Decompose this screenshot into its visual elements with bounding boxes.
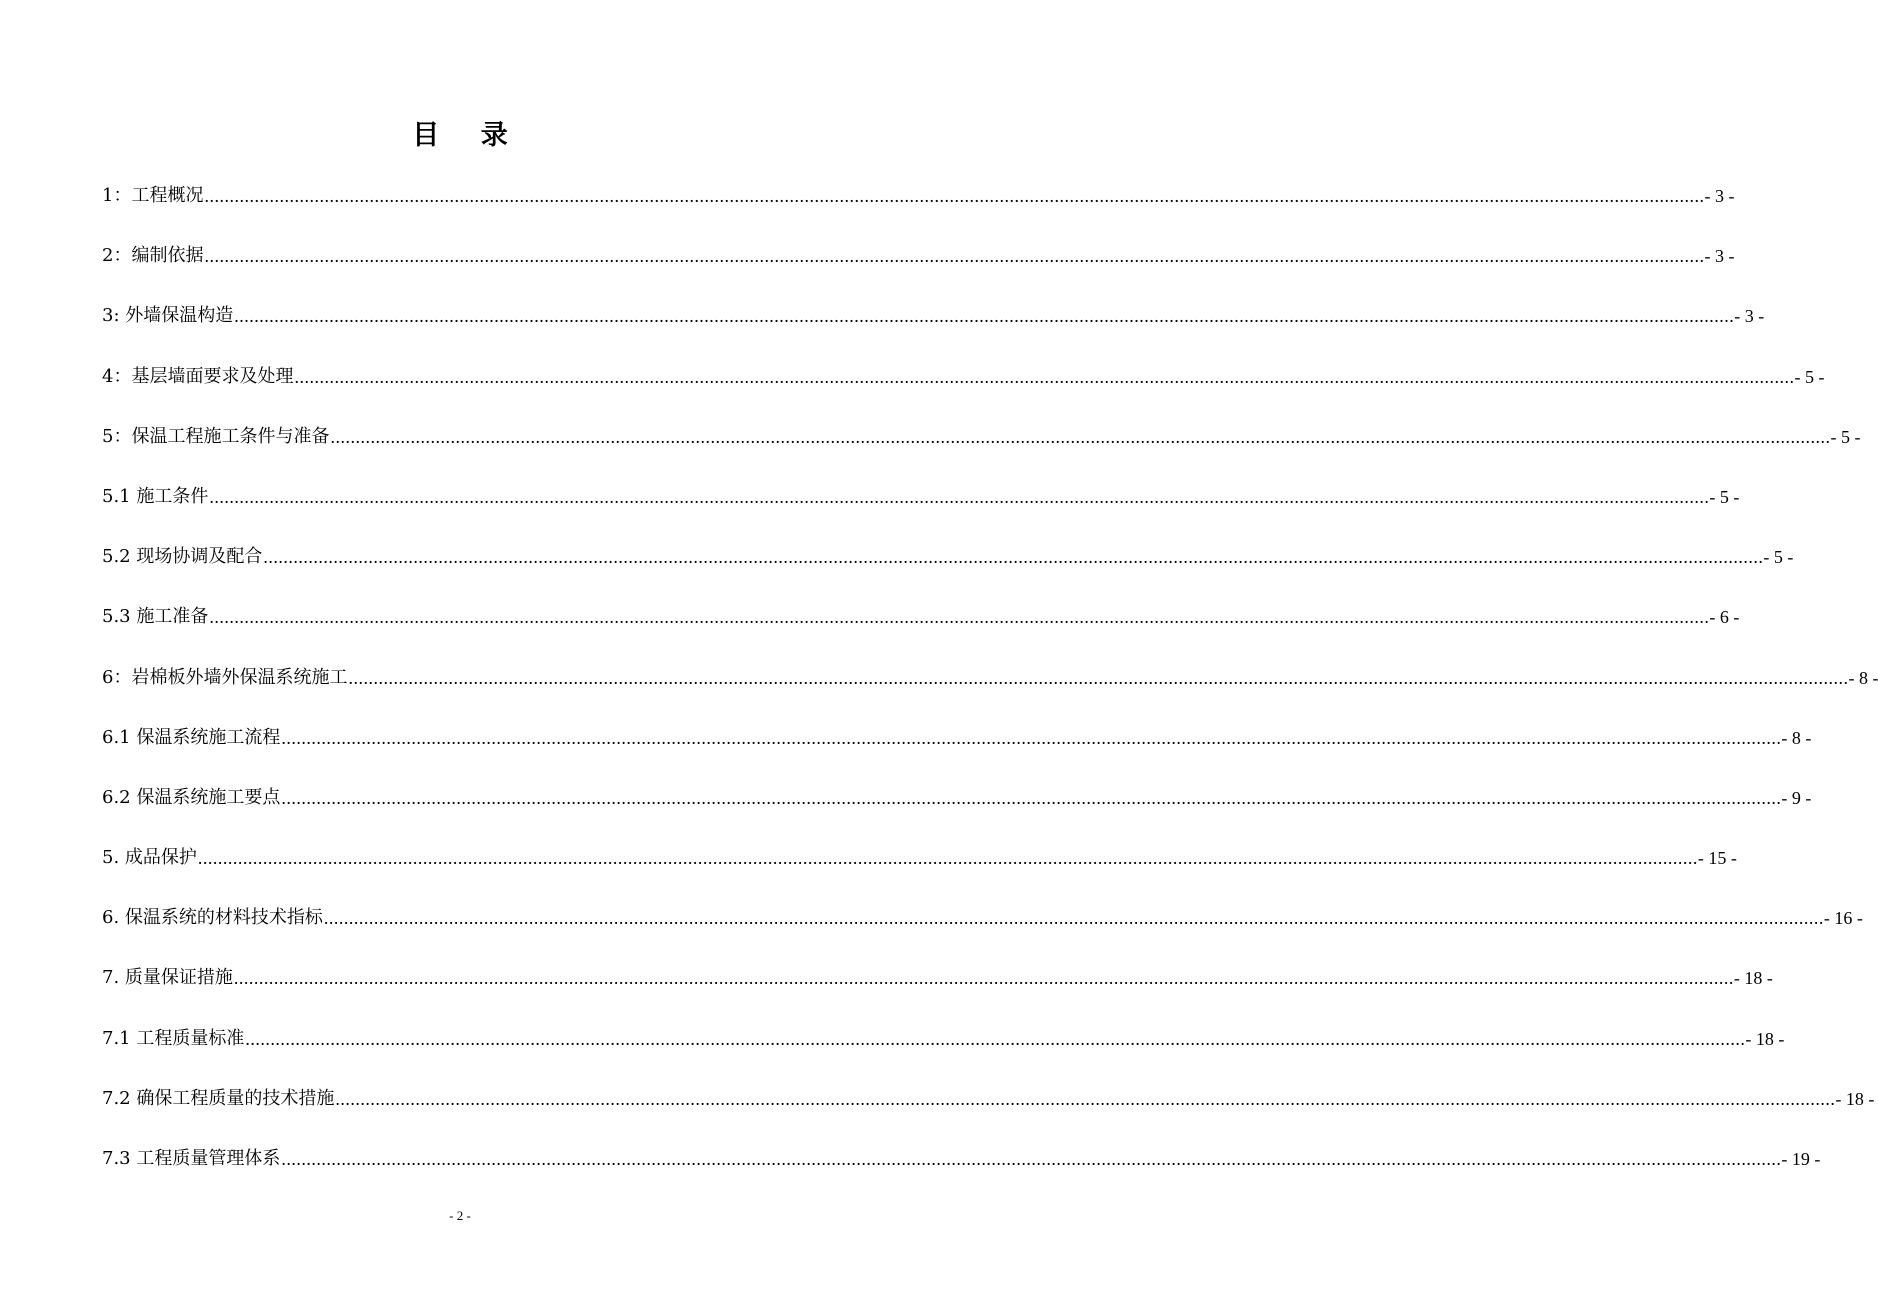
toc-entry[interactable] — [102, 304, 1765, 364]
toc-entry[interactable] — [102, 1027, 1785, 1087]
toc-entry[interactable] — [102, 966, 1773, 1026]
toc-entry[interactable] — [102, 545, 1794, 605]
toc-entry[interactable] — [102, 846, 1737, 906]
dot-leader: ............................................................................................................................................................................................................................................................................................................ — [204, 186, 1705, 206]
toc-entry-page: - 18 - — [1733, 968, 1773, 989]
toc-entry-label: 7. 质量保证措施 — [102, 967, 233, 989]
toc-entry[interactable] — [102, 786, 1812, 846]
toc-entry-label: 5.3 施工准备 — [102, 606, 209, 628]
dot-leader: ............................................................................................................................................................................................................................................................................................................ — [263, 547, 1764, 568]
toc-entry[interactable] — [102, 906, 1863, 966]
toc-entry-page: - 5 - — [1709, 486, 1740, 507]
toc-entry-page: - 3 - — [1704, 246, 1735, 267]
toc-entry[interactable] — [102, 605, 1740, 665]
toc-entry[interactable] — [102, 485, 1740, 545]
toc-entry-page: - 16 - — [1823, 908, 1863, 929]
toc-entry-label: 5. 成品保护 — [102, 847, 197, 869]
toc-entry-label: 7.3 工程质量管理体系 — [102, 1148, 281, 1169]
toc-entry-label: 7.2 确保工程质量的技术措施 — [102, 1087, 335, 1109]
toc-entry[interactable] — [102, 726, 1812, 786]
toc-entry-page: - 15 - — [1697, 848, 1737, 869]
toc-entry[interactable] — [102, 666, 1878, 726]
dot-leader: ............................................................................................................................................................................................................................................................................................................ — [245, 1028, 1746, 1049]
toc-entry-page: - 9 - — [1781, 787, 1812, 808]
toc-entry-page: - 3 - — [1704, 186, 1735, 206]
toc-entry-page: - 5 - — [1763, 547, 1794, 568]
table-of-contents — [102, 184, 1878, 1207]
dot-leader: ............................................................................................................................................................................................................................................................................................................ — [209, 607, 1710, 628]
toc-entry-label: 7.1 工程质量标准 — [102, 1027, 245, 1049]
toc-entry-label: 6.2 保温系统施工要点 — [102, 786, 281, 808]
toc-entry-label: 4：基层墙面要求及处理 — [102, 365, 294, 387]
toc-entry-label: 6.1 保温系统施工流程 — [102, 726, 281, 748]
toc-entry-label: 1：工程概况 — [102, 185, 204, 206]
dot-leader: ............................................................................................................................................................................................................................................................................................................ — [233, 968, 1734, 989]
toc-entry-page: - 18 - — [1835, 1088, 1875, 1109]
toc-entry-page: - 19 - — [1781, 1149, 1821, 1169]
toc-entry-page: - 5 - — [1794, 366, 1825, 387]
toc-entry-label: 2：编制依据 — [102, 245, 204, 267]
toc-entry-label: 5.1 施工条件 — [102, 485, 209, 507]
toc-entry[interactable] — [102, 425, 1861, 485]
toc-entry[interactable] — [102, 1087, 1875, 1147]
dot-leader: ............................................................................................................................................................................................................................................................................................................ — [348, 667, 1849, 688]
toc-entry[interactable] — [102, 1147, 1821, 1207]
toc-entry-page: - 6 - — [1709, 607, 1740, 628]
dot-leader: ............................................................................................................................................................................................................................................................................................................ — [281, 1149, 1782, 1169]
dot-leader: ............................................................................................................................................................................................................................................................................................................ — [209, 486, 1710, 507]
dot-leader: ............................................................................................................................................................................................................................................................................................................ — [197, 848, 1698, 869]
toc-entry-page: - 18 - — [1745, 1028, 1785, 1049]
page-footer-number: - 2 - — [449, 1208, 471, 1223]
dot-leader: ............................................................................................................................................................................................................................................................................................................ — [204, 246, 1705, 267]
toc-entry-page: - 5 - — [1830, 426, 1861, 447]
dot-leader: ............................................................................................................................................................................................................................................................................................................ — [294, 366, 1795, 387]
toc-entry-label: 6：岩棉板外墙外保温系统施工 — [102, 666, 348, 688]
toc-entry-label: 5.2 现场协调及配合 — [102, 546, 263, 568]
toc-entry-label: 3: 外墙保温构造 — [102, 305, 234, 327]
dot-leader: ............................................................................................................................................................................................................................................................................................................ — [281, 727, 1782, 748]
toc-entry-page: - 8 - — [1781, 727, 1812, 748]
toc-entry-label: 5：保温工程施工条件与准备 — [102, 425, 330, 447]
toc-entry[interactable] — [102, 244, 1735, 304]
dot-leader: ............................................................................................................................................................................................................................................................................................................ — [335, 1088, 1836, 1109]
toc-entry[interactable] — [102, 184, 1735, 244]
toc-entry-page: - 8 - — [1848, 667, 1878, 688]
toc-entry[interactable] — [102, 365, 1825, 425]
dot-leader: ............................................................................................................................................................................................................................................................................................................ — [330, 426, 1831, 447]
toc-entry-label: 6. 保温系统的材料技术指标 — [102, 907, 323, 929]
toc-entry-page: - 3 - — [1734, 306, 1765, 327]
dot-leader: ............................................................................................................................................................................................................................................................................................................ — [234, 306, 1735, 327]
dot-leader: ............................................................................................................................................................................................................................................................................................................ — [323, 908, 1824, 929]
page-title: 目 录 — [412, 120, 524, 151]
dot-leader: ............................................................................................................................................................................................................................................................................................................ — [281, 787, 1782, 808]
